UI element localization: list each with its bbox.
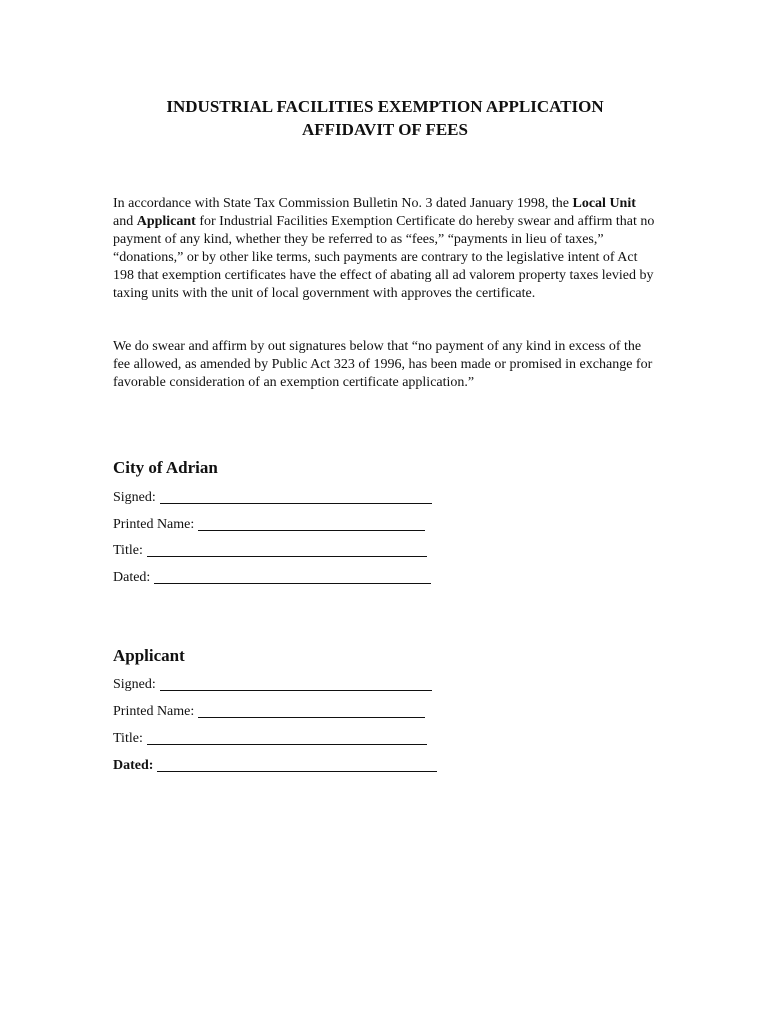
city-printed-name-field <box>113 517 425 533</box>
applicant-dated-field <box>113 758 437 774</box>
city-dated-label: Dated: <box>113 570 151 585</box>
applicant-section-heading: Applicant <box>113 646 185 665</box>
city-dated-line[interactable] <box>154 571 431 584</box>
city-signed-field <box>113 490 432 506</box>
applicant-dated-line[interactable] <box>157 759 437 772</box>
city-section-heading: City of Adrian <box>113 458 218 477</box>
applicant-term: Applicant <box>136 214 196 229</box>
paragraph1-text-c: for Industrial Facilities Exemption Certificate do hereby swear and affirm that no payment of any kind, whether they be referred to as “fees,” “payments in lieu of taxes,” “donations,” or by other like terms, such payments are contrary to the legislative intent of Act 198 that exemption certificates have the effect of abating all ad valorem property taxes levied by taxing units with the unit of local government with approves the certificate. <box>113 214 655 301</box>
applicant-title-line[interactable] <box>147 732 427 745</box>
city-dated-field <box>113 570 431 586</box>
city-title-label: Title: <box>113 543 143 558</box>
city-title-line[interactable] <box>147 544 427 557</box>
document-title <box>0 95 770 141</box>
local-unit-term: Local Unit <box>572 196 636 211</box>
title-line-1: INDUSTRIAL FACILITIES EXEMPTION APPLICATION <box>166 97 604 116</box>
title-line-2: AFFIDAVIT OF FEES <box>302 120 468 139</box>
paragraph1-text-b: and <box>113 214 137 229</box>
paragraph1-text-a: In accordance with State Tax Commission Bulletin No. 3 dated January 1998, the <box>113 196 573 211</box>
affidavit-paragraph-2: We do swear and affirm by out signatures below that “no payment of any kind in excess of the fee allowed, as amended by Public Act 323 of 1996, has been made or promised in exchange for favorable consideration of an exemption certificate application.” <box>113 339 653 390</box>
applicant-signed-line[interactable] <box>160 678 432 691</box>
applicant-printed-name-field <box>113 704 425 720</box>
applicant-printed-name-label: Printed Name: <box>113 704 195 719</box>
city-signed-label: Signed: <box>113 490 156 505</box>
applicant-title-label: Title: <box>113 731 143 746</box>
applicant-dated-label: Dated: <box>113 758 154 773</box>
city-title-field <box>113 543 427 559</box>
applicant-title-field <box>113 731 427 747</box>
applicant-signed-field <box>113 677 432 693</box>
affidavit-paragraph-1 <box>113 195 658 303</box>
city-printed-name-line[interactable] <box>198 518 425 531</box>
city-signed-line[interactable] <box>160 491 432 504</box>
city-printed-name-label: Printed Name: <box>113 517 195 532</box>
applicant-printed-name-line[interactable] <box>198 705 425 718</box>
applicant-signed-label: Signed: <box>113 677 156 692</box>
